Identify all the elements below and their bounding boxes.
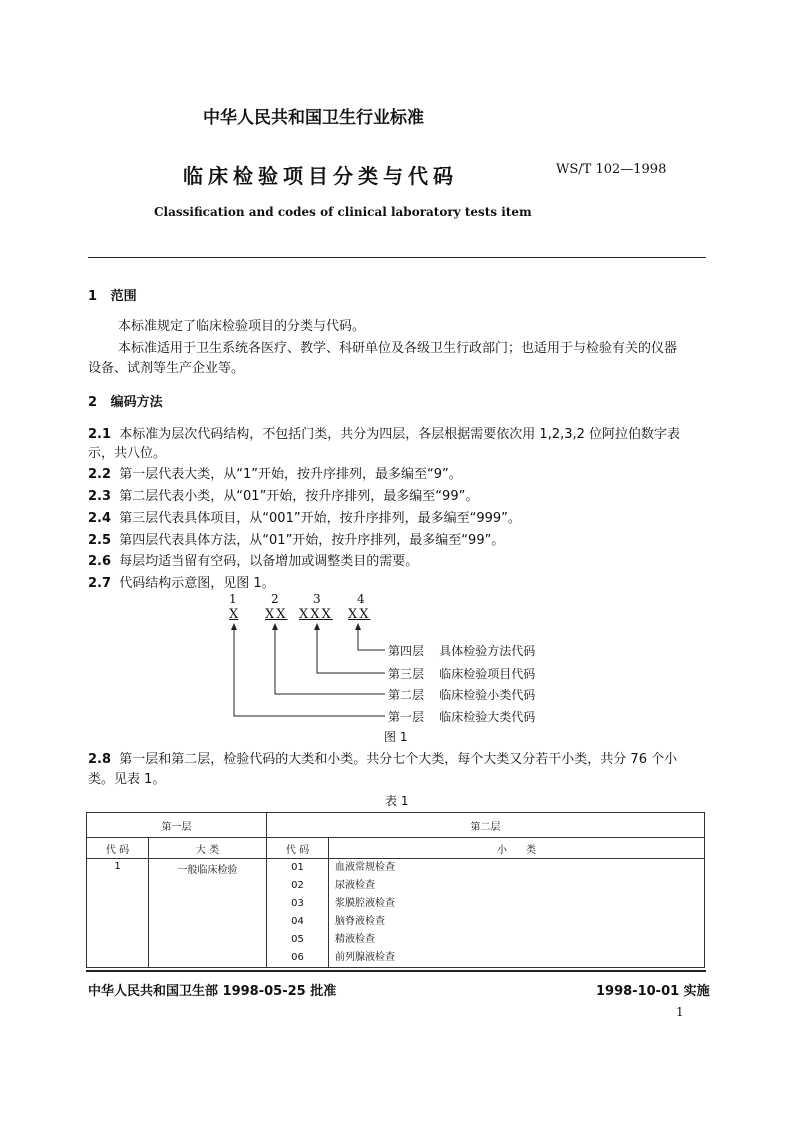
legend-description: 临床检验项目代码 bbox=[439, 667, 536, 681]
code-structure-diagram bbox=[220, 622, 390, 722]
code-placeholder-layer2: XX bbox=[265, 607, 288, 622]
section-1-title: 范围 bbox=[110, 289, 137, 304]
level-number-1: 1 bbox=[229, 592, 237, 606]
standard-code: WS/T 102—1998 bbox=[556, 162, 667, 177]
minor-code: 05 bbox=[291, 934, 304, 945]
level-number-4: 4 bbox=[357, 592, 365, 606]
section-1-para1: 本标准规定了临床检验项目的分类与代码。 bbox=[118, 319, 366, 334]
legend-layer2 bbox=[388, 686, 535, 703]
legend-layer1 bbox=[388, 708, 535, 725]
table-caption: 表 1 bbox=[385, 794, 409, 808]
item-number: 2.3 bbox=[88, 489, 112, 504]
minor-code: 02 bbox=[291, 880, 304, 891]
item-2-5 bbox=[88, 530, 504, 552]
legend-description: 具体检验方法代码 bbox=[439, 644, 536, 658]
effective-date: 1998-10-01 实施 bbox=[596, 984, 710, 999]
level-number-3: 3 bbox=[313, 592, 321, 606]
arrow-up-icon bbox=[231, 623, 237, 630]
major-name-cell: 一般临床检验 bbox=[149, 859, 267, 968]
item-text: 第三层代表具体项目，从“001”开始，按升序排列，最多编至“999”。 bbox=[119, 511, 521, 526]
item-text: 每层均适当留有空码，以备增加或调整类目的需要。 bbox=[119, 554, 419, 569]
minor-name: 脑脊液检查 bbox=[335, 916, 385, 927]
minor-code: 01 bbox=[291, 862, 304, 873]
table-row bbox=[87, 859, 705, 968]
figure-caption: 图 1 bbox=[384, 730, 408, 744]
item-text: 第一层和第二层，检验代码的大类和小类。共分七个大类，每个大类又分若干小类，共分 76 个小 bbox=[119, 752, 678, 767]
section-2-heading bbox=[88, 392, 163, 414]
item-2-8-cont: 类。见表 1。 bbox=[88, 772, 166, 787]
level-number-2: 2 bbox=[271, 592, 279, 606]
item-number: 2.7 bbox=[88, 576, 112, 591]
minor-name: 精液检查 bbox=[335, 934, 375, 945]
item-number: 2.8 bbox=[88, 752, 112, 767]
issuing-org: 中华人民共和国卫生行业标准 bbox=[203, 108, 424, 128]
item-2-8 bbox=[88, 749, 677, 771]
section-1-para2-line1: 本标准适用于卫生系统各医疗、教学、科研单位及各级卫生行政部门；也适用于与检验有关的仪器 bbox=[118, 341, 678, 356]
minor-name: 尿液检查 bbox=[335, 880, 375, 891]
header-minor-class: 小 类 bbox=[329, 838, 705, 859]
legend-description: 临床检验小类代码 bbox=[439, 688, 536, 702]
arrow-up-icon bbox=[314, 623, 320, 630]
minor-code: 04 bbox=[291, 916, 304, 927]
major-code-cell: 1 bbox=[87, 859, 149, 968]
table-header-row-2 bbox=[87, 838, 705, 859]
section-1-number: 1 bbox=[88, 289, 98, 304]
header-code: 代 码 bbox=[87, 838, 149, 859]
legend-layer-name: 第一层 bbox=[388, 710, 425, 724]
english-title: Classification and codes of clinical laboratory tests item bbox=[154, 205, 532, 219]
connector-layer2 bbox=[275, 627, 385, 694]
minor-code: 06 bbox=[291, 952, 304, 963]
item-number: 2.4 bbox=[88, 511, 112, 526]
header-layer2: 第二层 bbox=[267, 813, 705, 838]
approval-line: 中华人民共和国卫生部 1998-05-25 批准 bbox=[88, 984, 337, 999]
item-number: 2.6 bbox=[88, 554, 112, 569]
section-1-heading bbox=[88, 286, 137, 308]
minor-code: 03 bbox=[291, 898, 304, 909]
item-2-6 bbox=[88, 551, 418, 573]
arrow-up-icon bbox=[355, 623, 361, 630]
legend-layer3 bbox=[388, 665, 535, 682]
item-text: 本标准为层次代码结构，不包括门类，共分为四层，各层根据需要依次用 1,2,3,2 位阿拉伯数字表 bbox=[119, 427, 681, 442]
legend-layer-name: 第二层 bbox=[388, 688, 425, 702]
item-2-1 bbox=[88, 424, 680, 446]
item-text: 第一层代表大类，从“1”开始，按升序排列，最多编至“9”。 bbox=[119, 467, 462, 482]
item-text: 第四层代表具体方法，从“01”开始，按升序排列，最多编至“99”。 bbox=[119, 533, 505, 548]
code-placeholder-layer4: XX bbox=[348, 607, 371, 622]
item-number: 2.1 bbox=[88, 427, 112, 442]
table-header-row-1 bbox=[87, 813, 705, 838]
item-2-3 bbox=[88, 486, 478, 508]
item-2-2 bbox=[88, 464, 462, 486]
section-2-number: 2 bbox=[88, 395, 98, 410]
minor-code-cell bbox=[267, 859, 329, 968]
item-2-1-cont: 示，共八位。 bbox=[88, 446, 167, 461]
header-major-class: 大 类 bbox=[149, 838, 267, 859]
header-code2: 代 码 bbox=[267, 838, 329, 859]
section-1-para2-line2: 设备、试剂等生产企业等。 bbox=[88, 361, 245, 376]
header-divider bbox=[88, 257, 706, 258]
item-number: 2.2 bbox=[88, 467, 112, 482]
document-title: 临床检验项目分类与代码 bbox=[183, 164, 458, 188]
code-placeholder-layer3: XXX bbox=[299, 607, 333, 622]
page-number: 1 bbox=[676, 1005, 684, 1019]
legend-layer4 bbox=[388, 642, 535, 659]
item-text: 代码结构示意图，见图 1。 bbox=[119, 576, 275, 591]
connector-layer1 bbox=[234, 627, 385, 716]
item-text: 第二层代表小类，从“01”开始，按升序排列，最多编至“99”。 bbox=[119, 489, 479, 504]
footer-divider bbox=[86, 970, 706, 972]
item-2-4 bbox=[88, 508, 521, 530]
item-number: 2.5 bbox=[88, 533, 112, 548]
minor-name: 浆膜腔液检查 bbox=[335, 898, 395, 909]
legend-description: 临床检验大类代码 bbox=[439, 710, 536, 724]
minor-name: 前列腺液检查 bbox=[335, 952, 395, 963]
classification-table bbox=[86, 812, 705, 968]
section-2-title: 编码方法 bbox=[110, 395, 163, 410]
connector-layer4 bbox=[358, 627, 385, 650]
arrow-up-icon bbox=[272, 623, 278, 630]
header-layer1: 第一层 bbox=[87, 813, 267, 838]
minor-name: 血液常规检查 bbox=[335, 862, 395, 873]
item-2-7 bbox=[88, 573, 275, 595]
minor-name-cell bbox=[329, 859, 705, 968]
code-placeholder-layer1: X bbox=[229, 607, 239, 622]
legend-layer-name: 第四层 bbox=[388, 644, 425, 658]
legend-layer-name: 第三层 bbox=[388, 667, 425, 681]
